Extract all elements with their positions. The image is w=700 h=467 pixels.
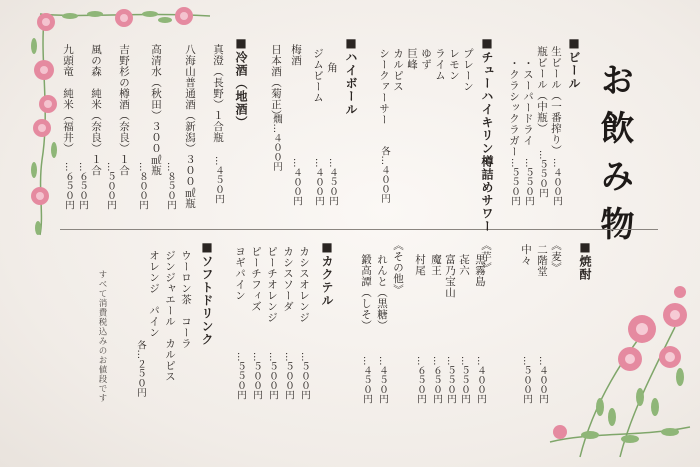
beer-price: …５５０円: [523, 158, 534, 206]
shochu-price: …５００円: [521, 356, 532, 404]
beer-price: …５５０円: [537, 150, 548, 198]
shochu-imo-label: 《芋》: [480, 240, 492, 273]
softdrink-header: [200, 240, 214, 346]
shochu-item: 黒霧島: [474, 254, 486, 287]
highball-price: 燗…４００円: [271, 114, 282, 171]
highball-price: …４００円: [313, 158, 324, 206]
sake-item: 吉野杉の樽酒（奈良）１合: [118, 44, 130, 176]
cocktail-header-label: カクテル: [320, 255, 334, 307]
highball-price: …４５０円: [327, 158, 338, 206]
shochu-other-label: 《その他》: [392, 240, 404, 295]
sake-item: 八海山普通酒（新潟）３００㎖瓶: [184, 44, 196, 209]
page-title: お飲み物: [594, 62, 634, 254]
shochu-item: 二階堂: [536, 244, 548, 277]
chuhai-item: ゆず: [420, 48, 432, 70]
beer-item: 瓶ビール（中瓶）: [536, 46, 548, 134]
softdrink-item: オレンジ パイン: [148, 250, 160, 338]
cocktail-item: ヨギパイン: [234, 246, 246, 301]
shochu-price: …４５０円: [361, 356, 372, 404]
beer-item: ・クラシックラガー: [508, 58, 520, 157]
shochu-price: …６５０円: [415, 356, 426, 404]
section-divider: [60, 229, 658, 230]
highball-item: 梅酒: [290, 44, 302, 66]
sake-header: [234, 36, 248, 129]
shochu-item: 村尾: [414, 254, 426, 276]
highball-item: 日本酒（菊正）: [270, 44, 282, 121]
sake-header-label: 冷酒（地酒）: [234, 51, 248, 129]
shochu-item: れんと（黒糖）: [376, 254, 388, 331]
shochu-item: 㐂六: [458, 254, 470, 276]
highball-header: [344, 36, 358, 116]
sake-item: 九頭竜 純米（福井）: [62, 44, 74, 154]
cocktail-item: ピーチオレンジ: [266, 246, 278, 323]
softdrink-item: ウーロン茶 コーラ: [180, 250, 192, 349]
cocktail-price: …５００円: [267, 352, 278, 400]
chuhai-item: レモン: [448, 48, 460, 81]
chuhai-header-label: チューハイキリン樽詰めサワー: [480, 51, 494, 233]
shochu-price: …４００円: [475, 356, 486, 404]
shochu-price: …４５０円: [377, 356, 388, 404]
beer-price: …５５０円: [509, 158, 520, 206]
chuhai-header: [480, 36, 494, 233]
chuhai-price: 各…４００円: [379, 146, 390, 203]
softdrink-item: ジンジャエール カルピス: [164, 250, 176, 382]
cocktail-header: [320, 240, 334, 307]
sake-item: 風の森 純米（奈良）１合: [90, 44, 102, 176]
cocktail-price: …５５０円: [235, 352, 246, 400]
highball-item: ジムビーム: [312, 48, 324, 103]
cocktail-item: ピーチフィズ: [250, 246, 262, 312]
cocktail-price: …５００円: [299, 352, 310, 400]
softdrink-price: 各…２５０円: [135, 340, 146, 397]
cocktail-item: カシスオレンジ: [298, 246, 310, 323]
sake-price: …８００円: [137, 162, 148, 210]
sake-price: …５００円: [105, 162, 116, 210]
chuhai-item: ライム: [434, 48, 446, 81]
shochu-mugi-label: 《麦》: [550, 240, 562, 273]
shochu-price: …４００円: [537, 356, 548, 404]
shochu-item: 富乃宝山: [444, 254, 456, 298]
shochu-price: …５５０円: [445, 356, 456, 404]
shochu-item: 中々: [520, 244, 532, 266]
shochu-header: [578, 240, 592, 281]
sake-price: …６５０円: [63, 162, 74, 210]
chuhai-item: プレーン: [462, 48, 474, 92]
highball-header-label: ハイボール: [344, 51, 358, 116]
softdrink-header-label: ソフトドリンク: [200, 255, 214, 346]
chuhai-item: 巨峰: [406, 48, 418, 70]
highball-item: 角: [326, 62, 338, 73]
cocktail-price: …５００円: [283, 352, 294, 400]
sake-price: …６５０円: [77, 162, 88, 210]
beer-item: ・スーパードライ: [522, 58, 534, 146]
beer-price: …４００円: [551, 158, 562, 206]
flower-bouquet-bottom-right: [530, 267, 700, 467]
beer-item: 生ビール（一番搾り）: [550, 46, 562, 156]
chuhai-item: カルピス: [392, 48, 404, 92]
beer-header-label: ビール: [567, 51, 581, 90]
highball-price: …４００円: [291, 158, 302, 206]
sake-price: …４５０円: [213, 156, 224, 204]
cocktail-price: …５００円: [251, 352, 262, 400]
cocktail-item: カシスソーダ: [282, 246, 294, 312]
beer-header: [567, 36, 581, 90]
chuhai-item: シークァーサー: [378, 48, 390, 125]
sake-item: 高清水（秋田）３００㎖瓶: [150, 44, 162, 176]
sake-price: …８５０円: [165, 162, 176, 210]
shochu-item: 魔王: [430, 254, 442, 276]
tax-note: すべて消費税込みのお値段です: [97, 270, 107, 403]
sake-item: 真澄（長野）１合瓶: [212, 44, 224, 143]
shochu-item: 鍛高譚（しそ）: [360, 254, 372, 331]
shochu-header-label: 焼酎: [578, 255, 592, 281]
shochu-price: …５５０円: [459, 356, 470, 404]
shochu-price: …６５０円: [431, 356, 442, 404]
